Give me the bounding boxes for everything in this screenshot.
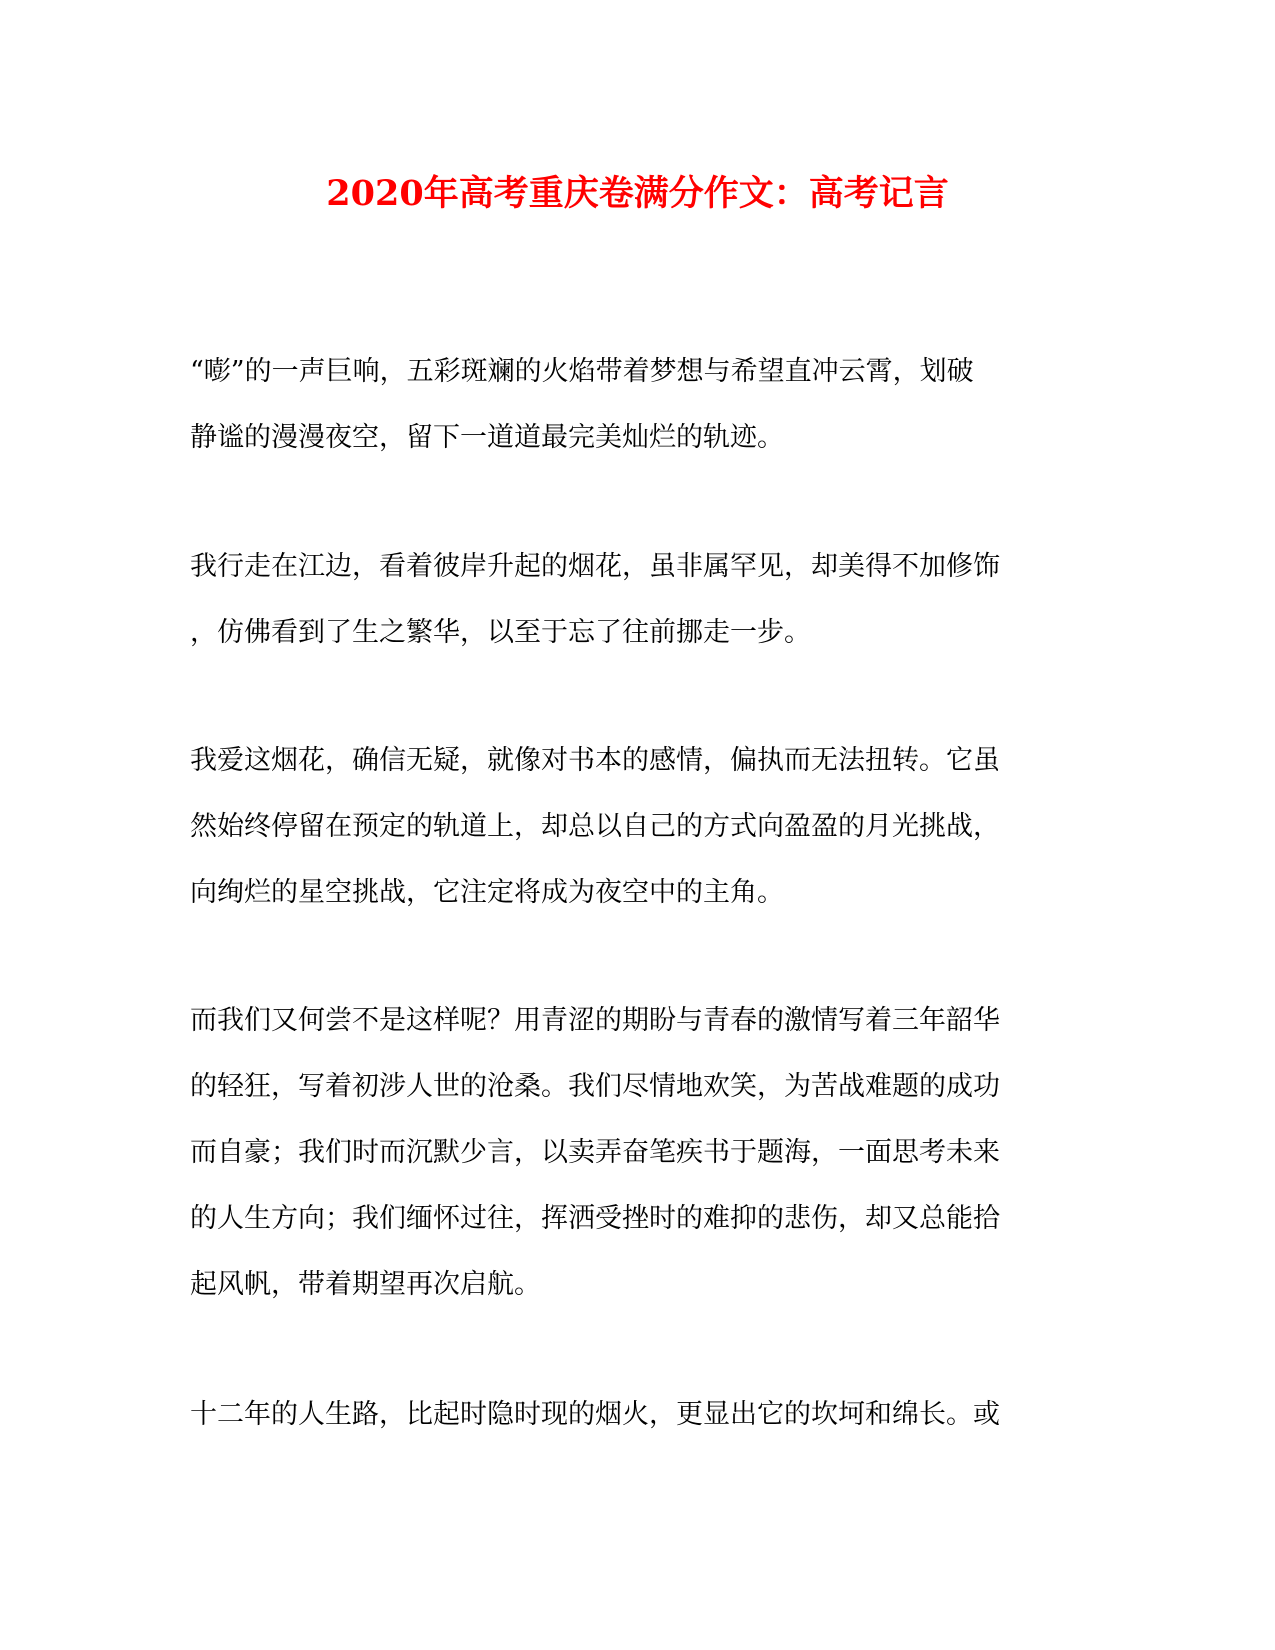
paragraph-line: 起风帆，带着期望再次启航。 (190, 1269, 541, 1300)
paragraph-line: 的轻狂，写着初涉人世的沧桑。我们尽情地欢笑，为苦战难题的成功 (190, 1071, 1000, 1102)
document-title: 2020年高考重庆卷满分作文：高考记言 (326, 173, 949, 214)
paragraph-line: 十二年的人生路，比起时隐时现的烟火，更显出它的坎坷和绵长。或 (190, 1399, 1000, 1430)
paragraph-3 (190, 728, 1070, 926)
paragraph-line: 然始终停留在预定的轨道上，却总以自己的方式向盈盈的月光挑战， (190, 811, 1000, 842)
paragraph-1 (190, 339, 1070, 471)
paragraph-line: 我爱这烟花，确信无疑，就像对书本的感情，偏执而无法扭转。它虽 (190, 745, 1000, 776)
paragraph-line: 向绚烂的星空挑战，它注定将成为夜空中的主角。 (190, 877, 784, 908)
paragraph-line: 的人生方向；我们缅怀过往，挥洒受挫时的难抑的悲伤，却又总能拾 (190, 1203, 1000, 1234)
paragraph-4 (190, 988, 1070, 1318)
paragraph-line: 静谧的漫漫夜空，留下一道道最完美灿烂的轨迹。 (190, 422, 784, 453)
paragraph-line: 而我们又何尝不是这样呢？用青涩的期盼与青春的激情写着三年韶华 (190, 1005, 1000, 1036)
paragraph-line: 我行走在江边，看着彼岸升起的烟花，虽非属罕见，却美得不加修饰 (190, 551, 1000, 582)
paragraph-2 (190, 534, 1070, 666)
paragraph-line: ，仿佛看到了生之繁华，以至于忘了往前挪走一步。 (190, 617, 811, 648)
paragraph-5 (190, 1382, 1070, 1448)
paragraph-line: 而自豪；我们时而沉默少言，以卖弄奋笔疾书于题海，一面思考未来 (190, 1137, 1000, 1168)
paragraph-line: “嘭”的一声巨响，五彩斑斓的火焰带着梦想与希望直冲云霄，划破 (190, 356, 974, 387)
